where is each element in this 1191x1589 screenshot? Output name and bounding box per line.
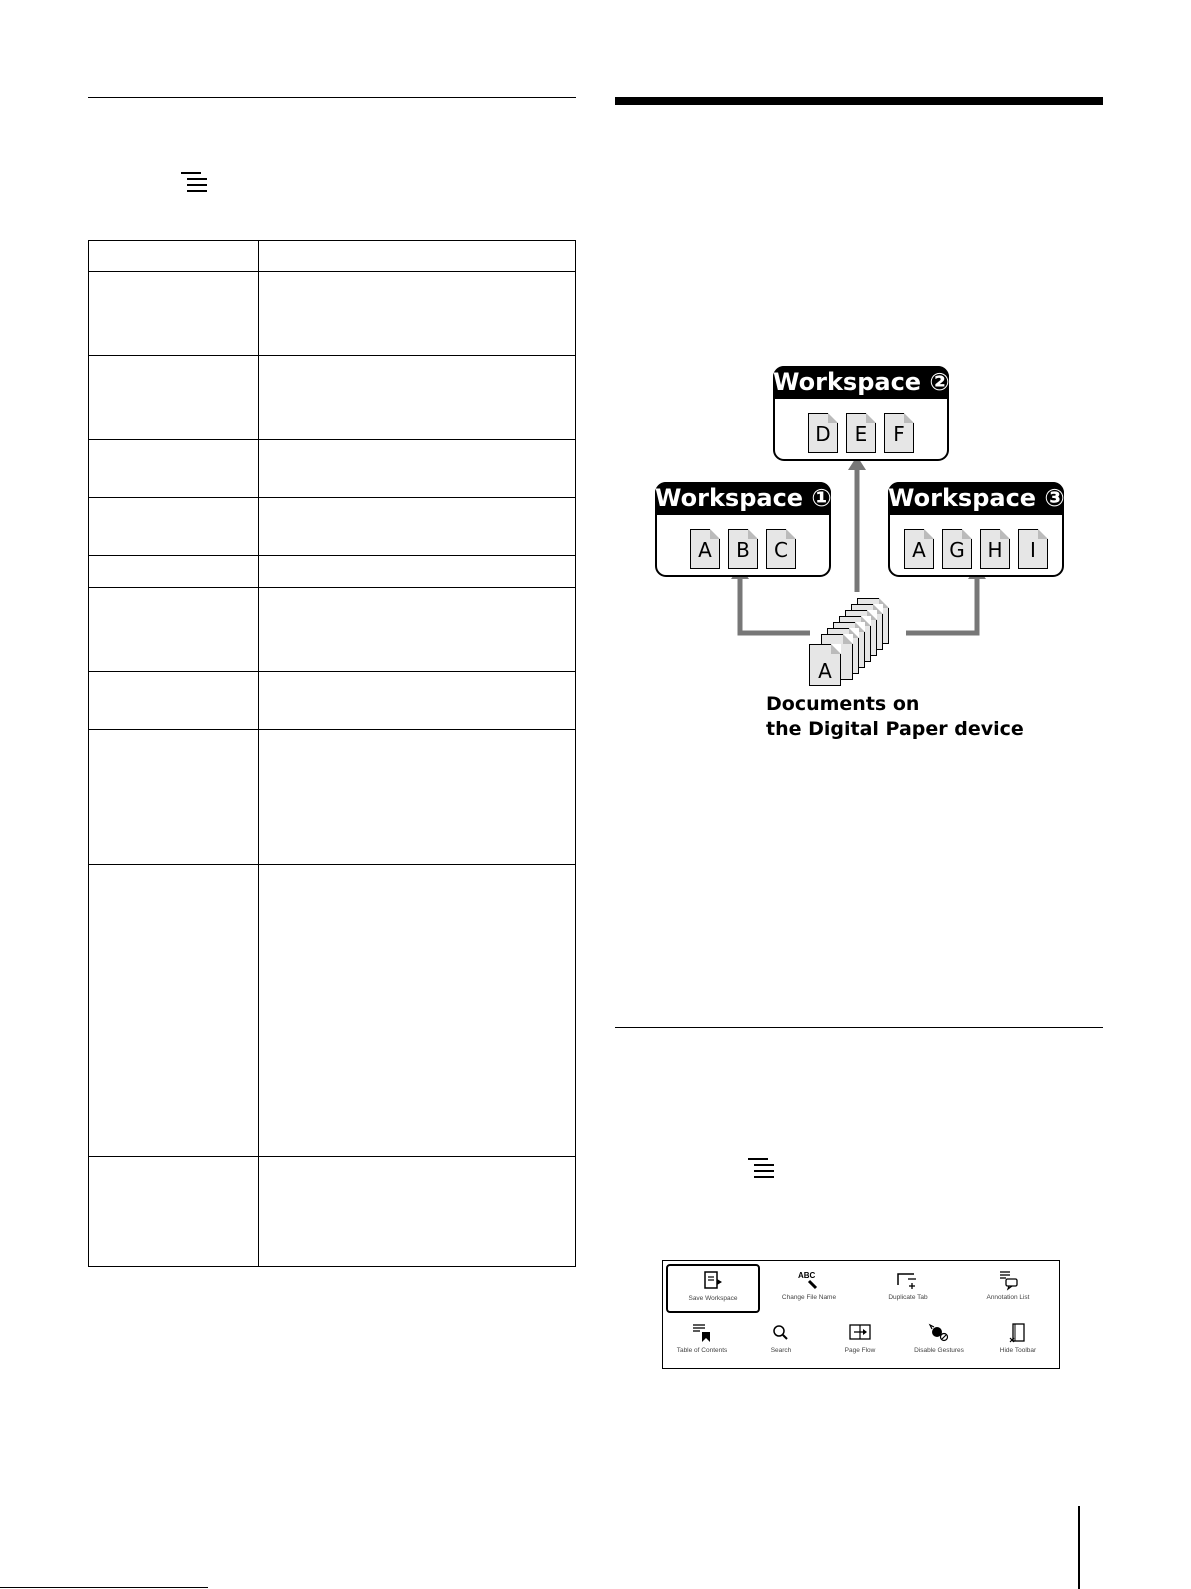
hide-toolbar-icon	[1006, 1322, 1030, 1344]
document-icon: B	[728, 529, 758, 569]
chapter-heading-bar	[615, 97, 1103, 105]
workspace-3-title: Workspace ③	[888, 482, 1064, 515]
search-icon	[769, 1322, 793, 1344]
table-row	[89, 440, 576, 498]
search-button[interactable]	[741, 1319, 821, 1369]
table-row	[89, 865, 576, 1157]
diagram-caption	[766, 692, 1024, 742]
document-icon: H	[980, 529, 1010, 569]
toolbar-item-label: Save Workspace	[688, 1295, 738, 1302]
menu-icon	[748, 1158, 774, 1180]
toolbar-item-label: Change File Name	[781, 1294, 837, 1301]
disable-gestures-button[interactable]	[899, 1319, 979, 1369]
page-edge-marker	[1078, 1506, 1080, 1589]
table-row	[89, 241, 576, 272]
document-icon: D	[808, 413, 838, 453]
document-icon: A	[809, 644, 841, 686]
workspace-2-box	[773, 366, 949, 461]
toolbar-item-label: Table of Contents	[676, 1347, 728, 1354]
hide-toolbar-button[interactable]	[978, 1319, 1058, 1369]
table-row	[89, 356, 576, 440]
footer-rule	[0, 1587, 208, 1588]
table-row	[89, 272, 576, 356]
toolbar-item-label: Disable Gestures	[914, 1347, 964, 1354]
workspace-2-title: Workspace ②	[773, 366, 949, 399]
right-section-rule	[615, 1027, 1103, 1028]
save-workspace-button[interactable]	[666, 1264, 760, 1313]
document-icon: F	[884, 413, 914, 453]
workspace-3-box	[888, 482, 1064, 577]
workspace-1-title: Workspace ①	[655, 482, 831, 515]
abc-glyph: ABC	[798, 1271, 816, 1280]
left-section-rule	[88, 97, 576, 98]
duplicate-tab-icon	[896, 1269, 920, 1291]
table-row	[89, 672, 576, 730]
save-workspace-icon	[702, 1270, 724, 1292]
table-row	[89, 730, 576, 865]
workspace-1-box	[655, 482, 831, 577]
annotation-list-button[interactable]	[968, 1266, 1048, 1316]
document-icon: A	[690, 529, 720, 569]
document-stack	[805, 598, 905, 690]
table-of-contents-button[interactable]	[662, 1319, 742, 1369]
document-icon: I	[1018, 529, 1048, 569]
table-of-contents-icon	[690, 1322, 714, 1344]
menu-icon	[181, 172, 207, 194]
menu-options-table	[88, 240, 576, 1267]
table-row	[89, 588, 576, 672]
toolbar-item-label: Duplicate Tab	[888, 1294, 928, 1301]
change-file-name-button[interactable]	[769, 1266, 849, 1316]
document-icon: A	[904, 529, 934, 569]
document-icon: G	[942, 529, 972, 569]
table-row	[89, 498, 576, 556]
page-flow-icon	[848, 1322, 872, 1344]
duplicate-tab-button[interactable]	[868, 1266, 948, 1316]
document-icon: C	[766, 529, 796, 569]
table-row	[89, 1157, 576, 1267]
toolbar-item-label: Hide Toolbar	[999, 1347, 1037, 1354]
menu-toolbar-panel	[662, 1260, 1060, 1369]
caption-line: Documents on	[766, 693, 920, 715]
table-row	[89, 556, 576, 588]
change-file-name-icon	[797, 1269, 821, 1291]
annotation-list-icon	[996, 1269, 1020, 1291]
caption-line: the Digital Paper device	[766, 718, 1024, 740]
toolbar-item-label: Annotation List	[986, 1294, 1030, 1301]
disable-gestures-icon	[927, 1322, 951, 1344]
page-flow-button[interactable]	[820, 1319, 900, 1369]
toolbar-item-label: Search	[770, 1347, 792, 1354]
toolbar-item-label: Page Flow	[844, 1347, 876, 1354]
document-icon: E	[846, 413, 876, 453]
